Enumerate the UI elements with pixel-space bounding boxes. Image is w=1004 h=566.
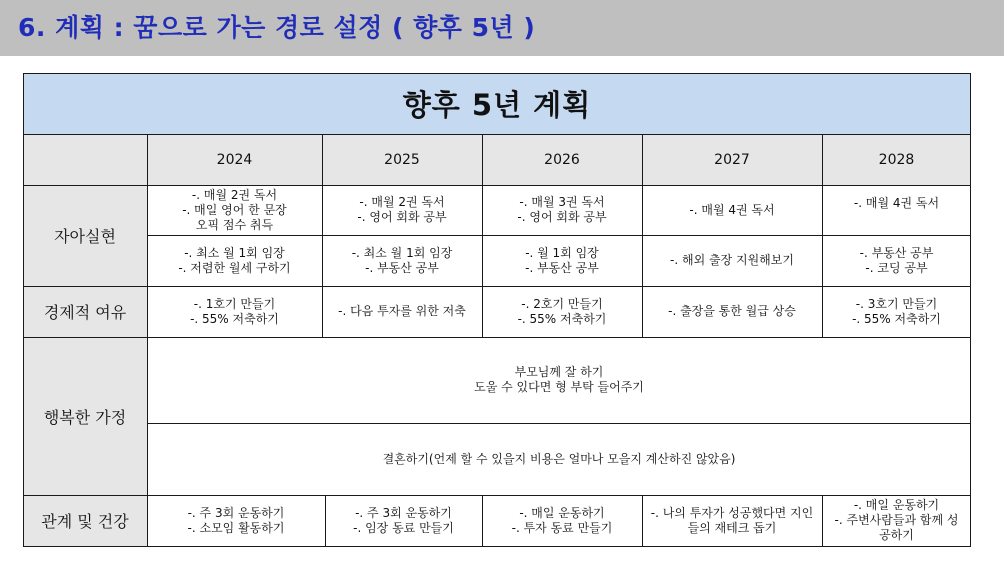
year-label: 2025	[384, 151, 420, 168]
cell-text: 결혼하기(언제 할 수 있을지 비용은 얼마나 모을지 계산하진 않았음)	[382, 451, 736, 466]
cell-text: 부모님께 잘 하기 도울 수 있다면 형 부탁 들어주기	[474, 365, 644, 394]
grid-line	[23, 546, 971, 547]
cell-self-b-2024	[147, 235, 322, 286]
cell-self-a-2028	[822, 185, 971, 221]
cell-text: -. 다음 투자를 위한 저축	[338, 304, 466, 318]
cell-text: -. 최소 월 1회 임장 -. 저렴한 월세 구하기	[178, 245, 291, 275]
cell-econ-2024	[147, 286, 322, 337]
header-corner-cell	[23, 134, 147, 185]
year-header-2027	[642, 134, 822, 185]
year-header-2026	[482, 134, 642, 185]
cell-family-b	[147, 423, 971, 495]
grid-line	[23, 337, 971, 338]
cell-health-2024	[147, 495, 325, 546]
cell-self-a-2026	[482, 185, 642, 235]
cell-self-b-2025	[322, 235, 482, 286]
cell-health-2026	[482, 495, 642, 546]
cell-self-b-2026	[482, 235, 642, 286]
year-label: 2026	[544, 151, 580, 168]
grid-line	[23, 185, 971, 186]
grid-line	[482, 495, 483, 547]
cell-text: -. 해외 출장 지원해보기	[670, 253, 794, 267]
cell-text: -. 3호기 만들기 -. 55% 저축하기	[852, 296, 941, 326]
grid-line	[482, 134, 483, 337]
grid-line	[147, 134, 148, 547]
grid-line	[23, 134, 971, 135]
cell-text: -. 나의 투자가 성공했다면 지인 들의 재테크 돕기	[650, 505, 814, 535]
grid-line	[642, 495, 643, 547]
cell-econ-2027	[642, 286, 822, 337]
cell-text: -. 월 1회 임장 -. 부동산 공부	[525, 245, 599, 275]
year-header-2028	[822, 134, 971, 185]
cell-text: -. 매월 2권 독서 -. 영어 회화 공부	[357, 195, 447, 224]
grid-line	[322, 134, 323, 337]
cell-self-b-2028	[822, 235, 971, 286]
grid-line	[325, 495, 326, 547]
row-head-family	[23, 337, 147, 495]
grid-line	[822, 134, 823, 337]
cell-econ-2028	[822, 286, 971, 337]
grid-line	[23, 495, 971, 496]
grid-line	[23, 73, 971, 74]
cell-text: -. 부동산 공부 -. 코딩 공부	[859, 245, 934, 275]
cell-family-a	[147, 337, 971, 423]
cell-text: -. 주 3회 운동하기 -. 소모임 활동하기	[187, 505, 285, 535]
grid-line	[23, 73, 24, 547]
row-head-econ	[23, 286, 147, 337]
cell-text: -. 매월 3권 독서 -. 영어 회화 공부	[517, 195, 607, 224]
cell-text: -. 매월 2권 독서 -. 매일 영어 한 문장 오픽 점수 취득	[182, 187, 287, 232]
row-head-label: 행복한 가정	[43, 407, 127, 427]
row-head-self	[23, 185, 147, 286]
cell-self-a-2027	[642, 185, 822, 235]
grid-line	[970, 73, 971, 547]
cell-econ-2025	[322, 286, 482, 337]
year-header-2025	[322, 134, 482, 185]
cell-health-2025	[325, 495, 482, 546]
cell-text: -. 매일 운동하기 -. 투자 동료 만들기	[511, 505, 613, 535]
cell-econ-2026	[482, 286, 642, 337]
cell-text: -. 매월 4권 독서	[689, 202, 775, 217]
cell-text: -. 주 3회 운동하기 -. 임장 동료 만들기	[353, 505, 454, 535]
year-label: 2024	[216, 151, 253, 168]
cell-text: -. 1호기 만들기 -. 55% 저축하기	[190, 296, 279, 326]
grid-line	[642, 134, 643, 337]
row-head-health	[23, 495, 147, 546]
year-header-2024	[147, 134, 322, 185]
cell-text: -. 2호기 만들기 -. 55% 저축하기	[517, 296, 607, 326]
grid-line	[147, 423, 971, 424]
cell-text: -. 매일 운동하기 -. 주변사람들과 함께 성 공하기	[834, 498, 959, 542]
grid-line	[822, 495, 823, 547]
table-title-cell	[23, 73, 971, 134]
row-head-label: 자아실현	[54, 227, 116, 246]
year-label: 2028	[878, 151, 915, 168]
cell-self-b-2027	[642, 235, 822, 286]
cell-text: -. 출장을 통한 월급 상승	[668, 304, 796, 318]
cell-text: -. 최소 월 1회 임장 -. 부동산 공부	[351, 245, 453, 275]
cell-text: -. 매월 4권 독서	[853, 195, 940, 210]
year-label: 2027	[714, 151, 750, 168]
cell-health-2027	[642, 495, 822, 546]
table-title: 향후 5년 계획	[402, 88, 592, 122]
cell-health-2028	[822, 495, 971, 546]
cell-self-a-2024	[147, 185, 322, 235]
row-head-label: 관계 및 건강	[41, 512, 129, 531]
grid-line	[147, 235, 971, 236]
row-head-label: 경제적 여유	[43, 303, 127, 322]
page-title: 6. 계획 : 꿈으로 가는 경로 설정 ( 향후 5년 )	[18, 13, 536, 42]
grid-line	[23, 286, 971, 287]
cell-self-a-2025	[322, 185, 482, 235]
